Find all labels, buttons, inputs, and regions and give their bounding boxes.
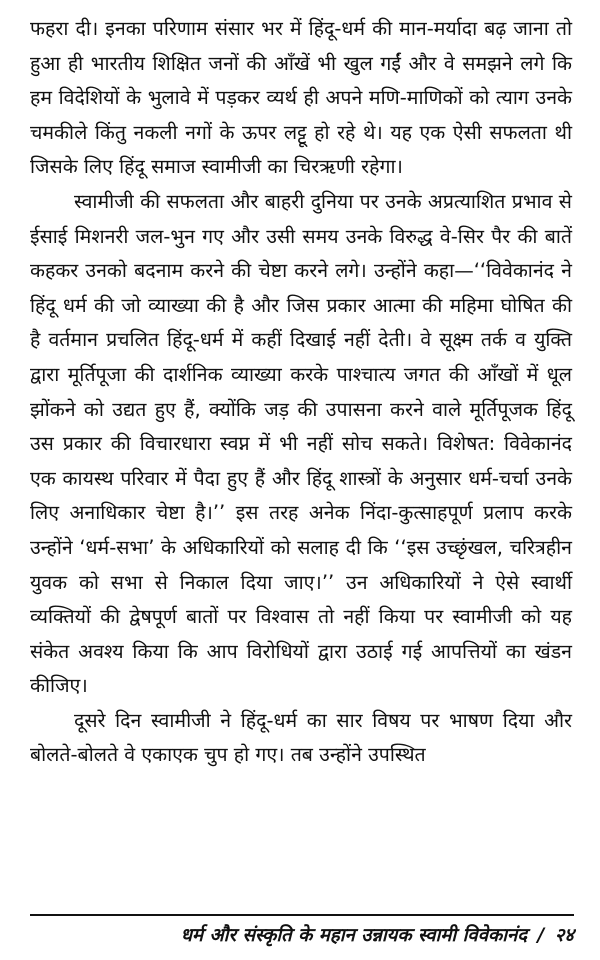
paragraph-3: दूसरे दिन स्वामीजी ने हिंदू-धर्म का सार विषय पर भाषण दिया और बोलते-बोलते वे एकाएक चुप हो गए। तब उन्होंने उपस्थित: [30, 708, 572, 767]
body-text: [30, 12, 572, 773]
paragraph-2: स्वामीजी की सफलता और बाहरी दुनिया पर उनके अप्रत्याशित प्रभाव से ईसाई मिशनरी जल-भुन गए और उसी समय उनके विरुद्ध वे-सिर पैर की बातें कहकर उनको बदनाम करने की चेष्टा करने लगे। उन्होंने कहा—‘‘विवेकानंद ने हिंदू धर्म की जो व्याख्या की है और जिस प्रकार आत्मा की महिमा घोषित की है वर्तमान प्रचलित हिंदू-धर्म में कहीं दिखाई नहीं देती। वे सूक्ष्म तर्क व युक्ति द्वारा मूर्तिपूजा की दार्शनिक व्याख्या करके पाश्चात्य जगत की आँखों में धूल झोंकने को उद्यत हुए हैं, क्योंकि जड़ की उपासना करने वाले मूर्तिपूजक हिंदू उस प्रकार की विचारधारा स्वप्न में भी नहीं सोच सकते। विशेषत: विवेकानंद एक कायस्थ परिवार में पैदा हुए हैं और हिंदू शास्त्रों के अनुसार धर्म-चर्चा उनके लिए अनाधिकार चेष्टा है।’’ इस तरह अनेक निंदा-कुत्साहपूर्ण प्रलाप करके उन्होंने ‘धर्म-सभा’ के अधिकारियों को सलाह दी कि ‘‘इस उच्छृंखल, चरित्रहीन युवक को सभा से निकाल दिया जाए।’’ उन अधिकारियों ने ऐसे स्वार्थी व्यक्तियों की द्वेषपूर्ण बातों पर विश्वास तो नहीं किया पर स्वामीजी को यह संकेत अवश्य किया कि आप विरोधियों द्वारा उठाई गई आपत्तियों का खंडन कीजिए।: [30, 189, 572, 698]
page-number: २४: [554, 925, 574, 946]
footer-divider: [30, 914, 574, 916]
footer-separator: /: [537, 925, 545, 946]
paragraph-1: फहरा दी। इनका परिणाम संसार भर में हिंदू-धर्म की मान-मर्यादा बढ़ जाना तो हुआ ही भारतीय शिक्षित जनों की आँखें भी खुल गईं और वे समझने लगे कि हम विदेशियों के भुलावे में पड़कर व्यर्थ ही अपने मणि-माणिकों को त्याग उनके चमकीले किंतु नकली नगों के ऊपर लट्टू हो रहे थे। यह एक ऐसी सफलता थी जिसके लिए हिंदू समाज स्वामीजी का चिरऋणी रहेगा।: [30, 17, 572, 179]
running-footer: [30, 921, 574, 951]
book-title: धर्म और संस्कृति के महान उन्नायक स्वामी विवेकानंद: [180, 925, 528, 946]
